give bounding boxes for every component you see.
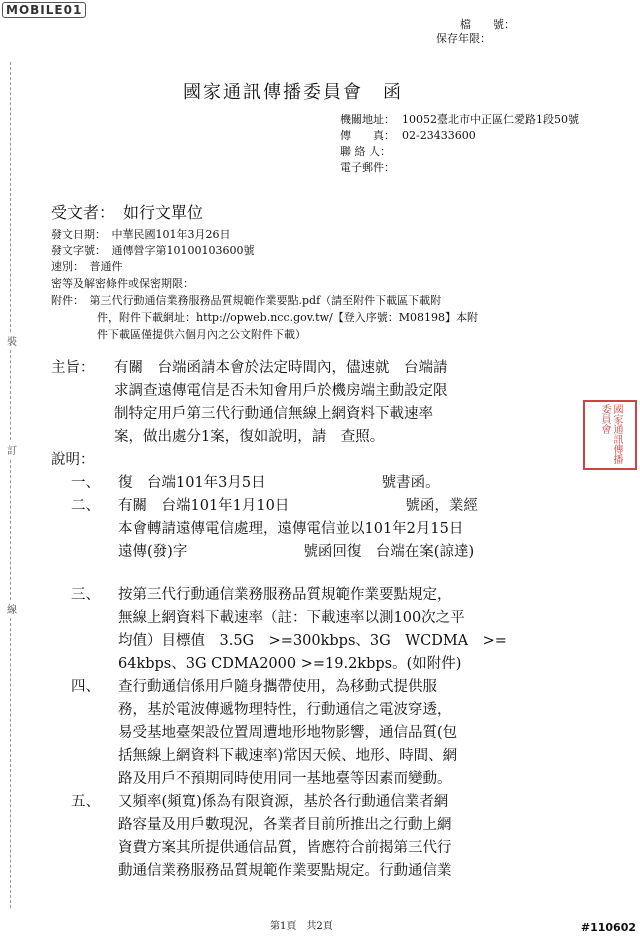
item-line: 查行動通信係用戶隨身攜帶使用，為移動式提供服 bbox=[118, 679, 437, 695]
item-number: 二、 bbox=[71, 498, 100, 514]
mobile01-logo: MOBILE01 bbox=[2, 2, 86, 18]
item-line: 括無線上網資料下載速率)常因天候、地形、時間、網 bbox=[118, 748, 458, 764]
item-number: 四、 bbox=[71, 679, 100, 695]
item-number: 一、 bbox=[71, 475, 100, 491]
subject-label: 主旨： bbox=[51, 360, 95, 376]
watermark-id: #110602 bbox=[580, 921, 636, 934]
contact-person: 聯 絡 人： bbox=[340, 145, 391, 158]
attachment-line-1: 附件： 第三代行動通信業務服務品質規範作業要點.pdf（請至附件下載區下載附 bbox=[51, 294, 442, 307]
document-title: 國家通訊傳播委員會 函 bbox=[183, 82, 403, 103]
page-footer: 第1頁 共2頁 bbox=[270, 921, 333, 932]
subject-line: 有關 台端函請本會於法定時間內，儘速就 台端請 bbox=[114, 360, 448, 376]
binding-line bbox=[10, 350, 11, 440]
subject-line: 制特定用戶第三代行動通信無線上網資料下載速率 bbox=[114, 406, 433, 422]
item-number: 五、 bbox=[71, 794, 100, 810]
item-line: 有關 台端101年1月10日 號函，業經 bbox=[118, 498, 478, 514]
binding-mark-zhuang: 裝 bbox=[7, 337, 17, 348]
binding-mark-xian: 線 bbox=[7, 605, 17, 616]
item-line: 易受基地臺架設位置周遭地形地物影響，通信品質(包 bbox=[118, 725, 458, 741]
official-seal-stamp: 國家通訊傳播委員會 bbox=[583, 400, 637, 470]
binding-mark-ding: 訂 bbox=[7, 446, 17, 457]
retention-label: 保存年限： bbox=[436, 32, 491, 45]
subject-line: 求調查遠傳電信是否未知會用戶於機房端主動設定限 bbox=[114, 383, 448, 399]
item-line: 路及用戶不預期同時使用同一基地臺等因素而變動。 bbox=[118, 771, 452, 787]
item-line: 遠傳(發)字 號函回復 台端在案(諒達) bbox=[118, 544, 475, 560]
binding-line bbox=[10, 618, 11, 908]
item-line: 務，基於電波傳遞物理特性，行動通信之電波穿透， bbox=[118, 702, 452, 718]
binding-line bbox=[10, 460, 11, 600]
attachment-line-3: 件下載區僅提供六個月內之公文附件下載） bbox=[97, 328, 306, 341]
contact-email: 電子郵件： bbox=[340, 161, 395, 174]
item-line: 64kbps、3G CDMA2000 >=19.2kbps。(如附件) bbox=[118, 656, 462, 672]
item-line: 路容量及用戶數現況，各業者目前所推出之行動上網 bbox=[118, 817, 452, 833]
speed-class: 速別： 普通件 bbox=[51, 260, 123, 273]
item-line: 資費方案其所提供通信品質，皆應符合前揭第三代行 bbox=[118, 840, 452, 856]
item-line: 無線上網資料下載速率（註：下載速率以測100次之平 bbox=[118, 610, 465, 626]
contact-fax: 傳 真： 02-23433600 bbox=[340, 129, 476, 142]
subject-line: 案，做出處分1案，復如說明，請 查照。 bbox=[114, 429, 385, 445]
issue-date: 發文日期： 中華民國101年3月26日 bbox=[51, 228, 231, 241]
explanation-label: 說明： bbox=[51, 452, 95, 468]
binding-line bbox=[10, 62, 11, 332]
secrecy-level: 密等及解密條件或保密期限： bbox=[51, 277, 194, 290]
contact-address: 機關地址： 10052臺北市中正區仁愛路1段50號 bbox=[340, 113, 579, 126]
item-line: 本會轉請遠傳電信處理，遠傳電信並以101年2月15日 bbox=[118, 521, 464, 537]
item-line: 動通信業務服務品質規範作業要點規定。行動通信業 bbox=[118, 863, 452, 879]
document-number: 發文字號： 通傳營字第10100103600號 bbox=[51, 244, 255, 257]
item-line: 復 台端101年3月5日 號書函。 bbox=[118, 475, 440, 491]
item-line: 按第三代行動通信業務服務品質規範作業要點規定， bbox=[118, 587, 452, 603]
item-line: 均值）目標值 3.5G >=300kbps、3G WCDMA >= bbox=[118, 633, 507, 649]
attachment-line-2: 件，附件下載網址：http://opweb.ncc.gov.tw/【登入序號：M08198】本附 bbox=[97, 311, 478, 324]
item-line: 又頻率(頻寬)係為有限資源，基於各行動通信業者網 bbox=[118, 794, 449, 810]
file-number-label: 檔 號： bbox=[460, 18, 515, 31]
recipient: 受文者： 如行文單位 bbox=[51, 203, 204, 222]
item-number: 三、 bbox=[71, 587, 100, 603]
